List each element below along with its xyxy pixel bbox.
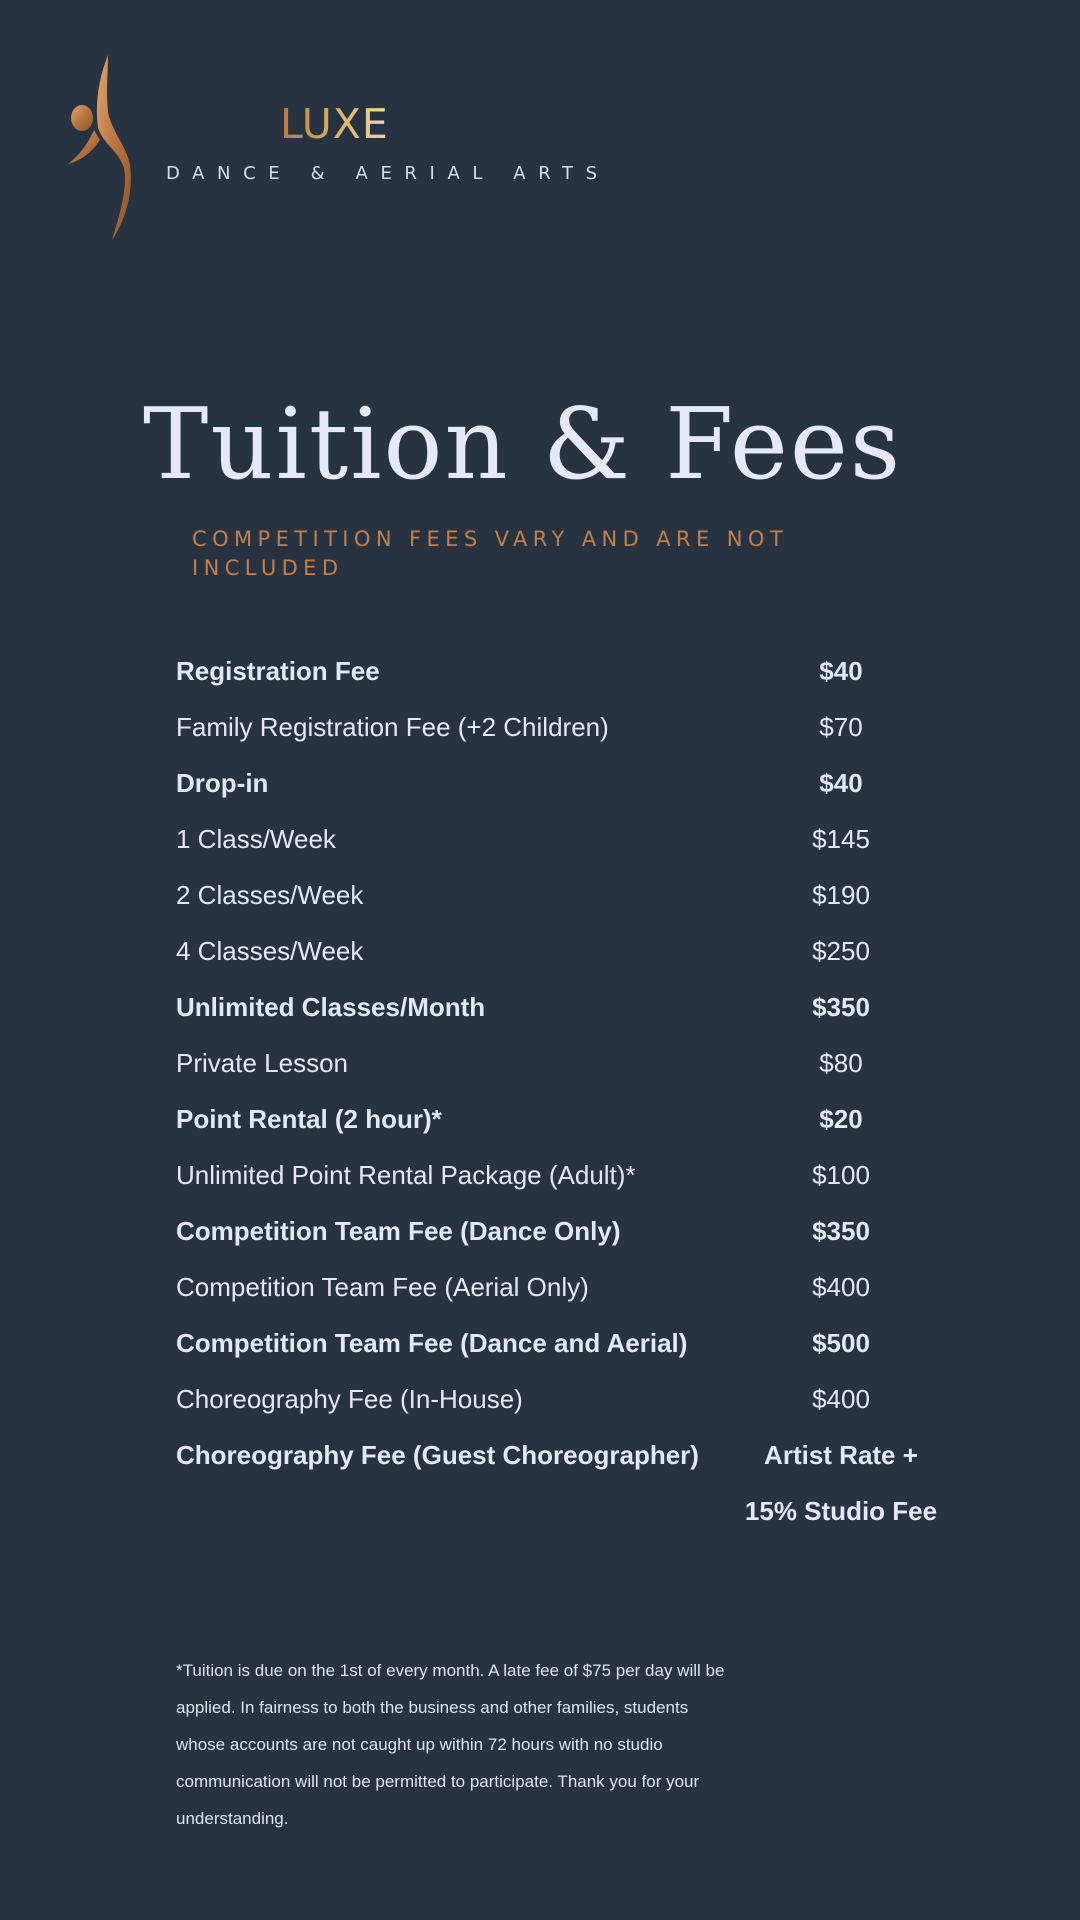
footnote: *Tuition is due on the 1st of every month. A late fee of $75 per day will be applied. In fairness to both the business and other families, students whose accounts are not caught up within 72 hours with no studio communication will not be permitted to participate. Thank you for your understanding. (176, 1661, 725, 1828)
fee-list (176, 643, 976, 1539)
fee-price: $500 (812, 1328, 870, 1358)
fee-row (176, 1147, 976, 1203)
fee-price: $80 (819, 1048, 863, 1078)
fee-price: $145 (812, 824, 870, 854)
fee-row (176, 699, 976, 755)
fee-row (176, 755, 976, 811)
page-subtitle: COMPETITION FEES VARY AND ARE NOT INCLUDED (192, 527, 789, 580)
fee-price: $40 (819, 768, 863, 798)
fee-row (176, 1035, 976, 1091)
fee-name: Competition Team Fee (Aerial Only) (176, 1272, 589, 1302)
fee-row (176, 979, 976, 1035)
fee-price: $350 (812, 992, 870, 1022)
fee-row (176, 923, 976, 979)
fee-name: 1 Class/Week (176, 824, 336, 854)
brand-name: LUXE (280, 100, 389, 148)
fee-row (176, 1091, 976, 1147)
dancer-silhouette-icon (68, 50, 158, 245)
fee-price-line2: 15% Studio Fee (744, 1496, 938, 1526)
fee-price: $250 (812, 936, 870, 966)
fee-row (176, 1315, 976, 1371)
fee-price: $40 (819, 656, 863, 686)
fee-price: $190 (812, 880, 870, 910)
brand-tagline: DANCE & AERIAL ARTS (166, 163, 610, 184)
fee-name: 2 Classes/Week (176, 880, 364, 910)
fee-name: Private Lesson (176, 1048, 348, 1078)
brand-logo (68, 50, 610, 245)
fee-name: 4 Classes/Week (176, 936, 364, 966)
fee-name: Drop-in (176, 768, 269, 798)
fee-price: $70 (819, 712, 863, 742)
fee-price: $350 (812, 1216, 870, 1246)
fee-row (176, 1259, 976, 1315)
fee-name: Choreography Fee (Guest Choreographer) (176, 1440, 699, 1470)
fee-price: $100 (812, 1160, 870, 1190)
fee-row (176, 643, 976, 699)
fee-row (176, 867, 976, 923)
fee-price: $400 (812, 1384, 870, 1414)
fee-name: Competition Team Fee (Dance Only) (176, 1216, 621, 1246)
fee-row (176, 1203, 976, 1259)
fee-name: Registration Fee (176, 656, 380, 686)
fee-price: Artist Rate + (764, 1440, 918, 1470)
fee-name: Family Registration Fee (+2 Children) (176, 712, 609, 742)
fee-row (176, 811, 976, 867)
fee-row (176, 1371, 976, 1427)
fee-name: Unlimited Classes/Month (176, 992, 486, 1022)
fee-name: Unlimited Point Rental Package (Adult)* (176, 1160, 636, 1190)
fee-name: Competition Team Fee (Dance and Aerial) (176, 1328, 688, 1358)
fee-name: Choreography Fee (In-House) (176, 1384, 523, 1414)
fee-name: Point Rental (2 hour)* (176, 1104, 442, 1134)
page-title: Tuition & Fees (143, 388, 903, 502)
fee-price: $20 (819, 1104, 863, 1134)
fee-price: $400 (812, 1272, 870, 1302)
fee-row (176, 1427, 976, 1539)
